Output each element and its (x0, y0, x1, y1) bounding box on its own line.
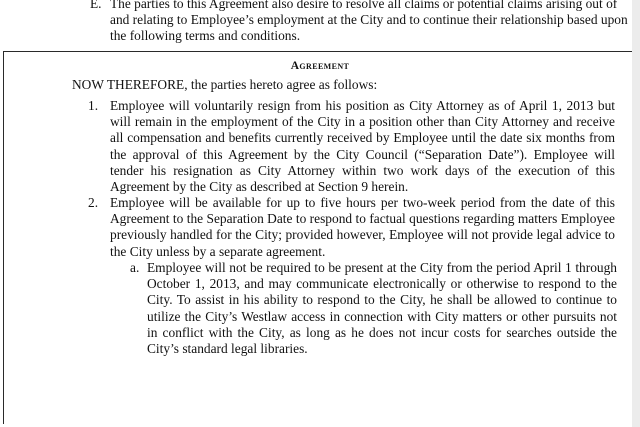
agreement-intro: NOW THEREFORE, the parties hereto agree as follows: (72, 77, 378, 92)
agreement-heading: Agreement (290, 60, 350, 72)
scan-edge-shadow (632, 0, 640, 427)
item-2-text: Employee will be available for up to five hours per two-week period from the date of this Agreement to the Separation Date to respond to factual questions regarding matters Employee previously handled for the City; provided however, Employee will not provide legal advice to the City unless by a separate agreement. (110, 195, 615, 259)
agreement-item-1 (88, 98, 615, 195)
recital-e (90, 0, 630, 45)
item-2-number: 2. (88, 195, 99, 210)
agreement-item-2 (88, 195, 615, 260)
subitem-a-letter: a. (130, 260, 140, 275)
agreement-subitem-a (130, 260, 617, 357)
recital-e-text: The parties to this Agreement also desire to resolve all claims or potential claims arising out of and relating to Employee’s employment at the City and to continue their relationship based upon the following terms and conditions. (110, 0, 628, 44)
item-1-number: 1. (88, 98, 99, 113)
subitem-a-text: Employee will not be required to be present at the City from the period April 1 through October 1, 2013, and may communicate electronically or otherwise to respond to the City. To assist in his ability to respond to the City, he shall be allowed to continue to utilize the City’s Westlaw access in connection with City matters or other pursuits not in conflict with the City, as long as he does not incur costs for searches outside the City’s standard legal libraries. (147, 260, 617, 357)
recital-e-label: E. (90, 0, 102, 11)
item-1-text: Employee will voluntarily resign from his position as City Attorney as of April 1, 2013 but will remain in the employment of the City in a position other than City Attorney and receive all compensation and benefits currently received by Employee until the date six months from the approval of this Agreement by the City Council (“Separation Date”). Employee will tender his resignation as City Attorney within two work days of the execution of this Agreement by the City as described at Section 9 herein. (110, 98, 615, 195)
